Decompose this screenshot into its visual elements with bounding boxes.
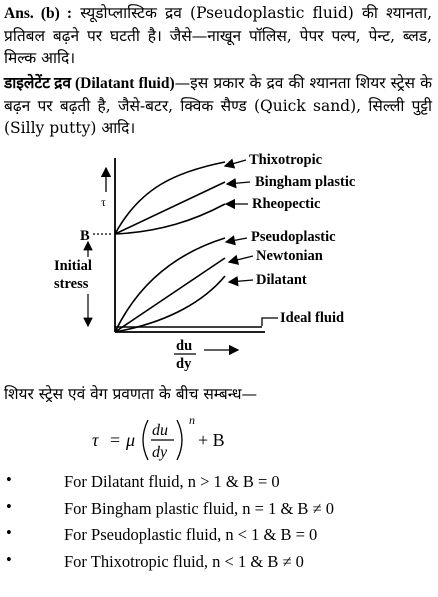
list-item: [0, 497, 438, 524]
formula-mu: μ: [126, 430, 136, 450]
shear-stress-formula: [88, 412, 288, 466]
list-item: [0, 550, 438, 577]
x-denominator: dy: [176, 356, 192, 372]
thixotropic-pointer: [225, 160, 246, 166]
formula-plus-b: + B: [198, 430, 225, 450]
list-item-text: For Dilatant fluid, n > 1 & B = 0: [64, 472, 280, 491]
dilatant-label: Dilatant: [256, 272, 307, 288]
formula-den: dy: [152, 444, 168, 461]
bingham-label: Bingham plastic: [255, 174, 356, 190]
bullet-icon: •: [6, 470, 12, 489]
newtonian-pointer: [229, 256, 253, 262]
rheopectic-label: Rheopectic: [252, 196, 321, 212]
list-item-text: For Pseudoplastic fluid, n < 1 & B = 0: [64, 525, 318, 544]
dilatant-description: —इस प्रकार के द्रव की श्यानता शियर स्ट्रेस के बढ़न पर बढ़ती है, जैसे-बटर, क्विक सैण्ड (Quick sand), सिल्ली पुट्टी (Silly putty) आदि।: [4, 74, 432, 137]
pseudoplastic-description: स्यूडोप्लास्टिक द्रव (Pseudoplastic fluid) की श्यानता, प्रतिबल बढ़ने पर घटती है। जैसे—नाखून पॉलिस, पेपर पल्प, पेन्ट, ब्लड, मिल्क आदि।: [4, 4, 433, 67]
pseudoplastic-label: Pseudoplastic: [251, 229, 336, 245]
rheology-diagram: [0, 140, 438, 380]
b-label: B: [80, 228, 90, 244]
bullet-icon: •: [6, 523, 12, 542]
bullet-icon: •: [6, 549, 12, 569]
thixotropic-label: Thixotropic: [249, 152, 323, 168]
newtonian-label: Newtonian: [256, 248, 323, 264]
dilatant-pointer: [229, 280, 253, 282]
x-numerator: du: [176, 338, 193, 354]
formula-tau: τ: [92, 430, 99, 450]
formula-left-paren: [143, 420, 148, 460]
answer-paragraph: [4, 2, 432, 69]
formula-exponent: n: [189, 413, 195, 427]
formula-right-paren: [177, 420, 182, 460]
thixotropic-curve: [115, 162, 225, 234]
tau-label: τ: [101, 195, 106, 209]
dilatant-heading: डाइलेटेंट द्रव (Dilatant fluid): [4, 75, 175, 92]
list-item-text: For Bingham plastic fluid, n = 1 & B ≠ 0: [64, 498, 334, 518]
ideal-fluid-label: Ideal fluid: [280, 310, 345, 326]
bullet-icon: •: [6, 496, 12, 516]
newtonian-curve: [115, 258, 225, 332]
initial-label: Initial: [54, 258, 92, 274]
answer-prefix: Ans. (b) :: [4, 5, 73, 22]
list-item: [0, 523, 438, 550]
dilatant-paragraph: [4, 72, 432, 139]
relation-heading: शियर स्ट्रेस एवं वेग प्रवणता के बीच सम्बन्ध—: [4, 385, 258, 403]
fluid-bullet-list: [0, 470, 438, 576]
pseudoplastic-curve: [115, 238, 225, 332]
ideal-fluid-pointer: [262, 318, 278, 326]
list-item-text: For Thixotropic fluid, n < 1 & B ≠ 0: [64, 551, 304, 571]
bingham-pointer: [227, 182, 250, 184]
pseudoplastic-pointer: [226, 238, 247, 242]
formula-equals: =: [110, 430, 121, 450]
stress-label: stress: [54, 276, 89, 292]
list-item: [0, 470, 438, 497]
formula-num: du: [152, 422, 168, 439]
